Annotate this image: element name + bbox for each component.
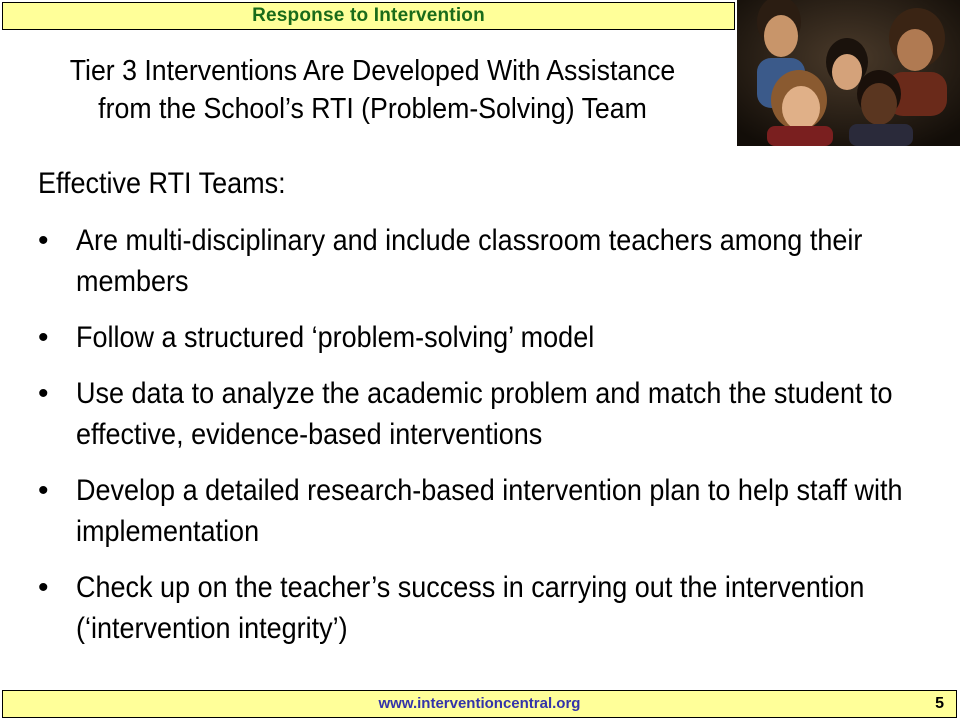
bullet-marker: • <box>38 377 49 410</box>
bullet-list <box>38 220 938 664</box>
bullet-item-3 <box>38 373 938 455</box>
bullet-marker: • <box>38 571 49 604</box>
bullet-item-5 <box>38 567 938 649</box>
footer-url: www.interventioncentral.org <box>378 695 581 712</box>
intro-text: Effective RTI Teams: <box>38 167 286 200</box>
group-photo-illustration <box>737 0 960 146</box>
header-banner <box>2 2 735 30</box>
slide-title-line-1: Tier 3 Interventions Are Developed With Assistance <box>69 55 676 87</box>
page-number: 5 <box>935 695 944 712</box>
footer-banner <box>2 690 957 718</box>
bullet-marker: • <box>38 224 49 257</box>
slide-title-line-2: from the School’s RTI (Problem-Solving) Team <box>98 93 647 125</box>
bullet-item-4 <box>38 470 938 552</box>
slide-title <box>39 52 706 128</box>
bullet-text: Use data to analyze the academic problem and match the student to effective, evidence-based interventions <box>76 377 893 451</box>
group-photo <box>737 0 960 146</box>
bullet-marker: • <box>38 321 49 354</box>
bullet-text: Follow a structured ‘problem-solving’ model <box>76 321 595 354</box>
bullet-text: Check up on the teacher’s success in carrying out the intervention (‘intervention integrity’) <box>76 571 865 645</box>
bullet-text: Develop a detailed research-based intervention plan to help staff with implementation <box>76 474 903 548</box>
bullet-text: Are multi-disciplinary and include classroom teachers among their members <box>76 224 863 298</box>
banner-title: Response to Intervention <box>252 5 485 26</box>
bullet-marker: • <box>38 474 49 507</box>
bullet-item-1 <box>38 220 938 302</box>
bullet-item-2 <box>38 317 938 358</box>
